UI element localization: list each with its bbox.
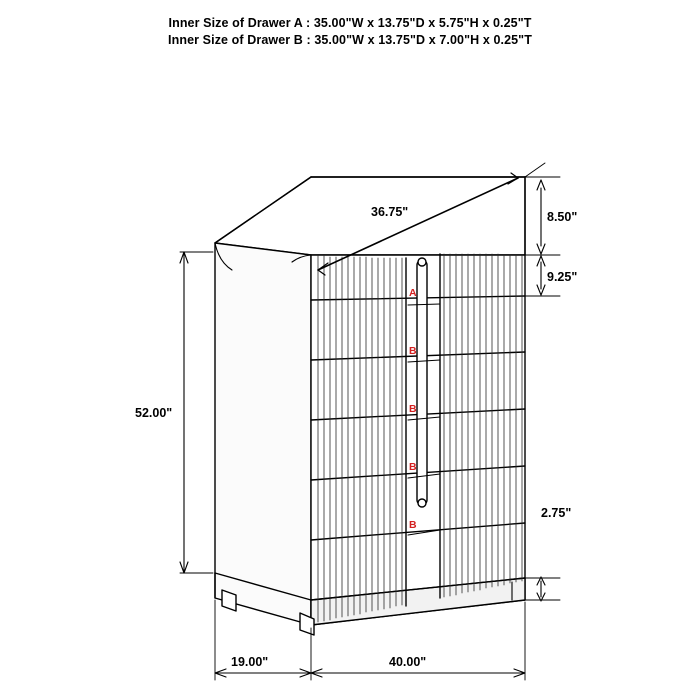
- cabinet-top-surface: [215, 177, 525, 255]
- header-line-1: Inner Size of Drawer A : 35.00"W x 13.75"D x 5.75"H x 0.25"T: [168, 16, 532, 30]
- cabinet-left-side-panel: [215, 243, 311, 625]
- dim-label-top-width: 36.75": [371, 205, 409, 219]
- drawer-label-b-4: B: [409, 519, 417, 531]
- dim-left-height: [180, 252, 213, 573]
- dim-label-bottom-depth: 19.00": [231, 655, 269, 669]
- dim-right-stack: [525, 177, 560, 601]
- dim-label-right-second: 9.25": [547, 270, 578, 284]
- dim-label-left-height: 52.00": [135, 406, 173, 420]
- dim-label-right-top: 8.50": [547, 210, 578, 224]
- header-line-2: Inner Size of Drawer B : 35.00"W x 13.75"D x 7.00"H x 0.25"T: [168, 33, 532, 47]
- drawer-label-b-2: B: [409, 403, 417, 415]
- drawer-label-a: A: [409, 287, 417, 299]
- drawer-label-b-1: B: [409, 345, 417, 357]
- dim-label-right-bottom: 2.75": [541, 506, 572, 520]
- dim-label-bottom-width: 40.00": [389, 655, 427, 669]
- drawer-label-b-3: B: [409, 461, 417, 473]
- drawer-handle-bar: [417, 258, 427, 507]
